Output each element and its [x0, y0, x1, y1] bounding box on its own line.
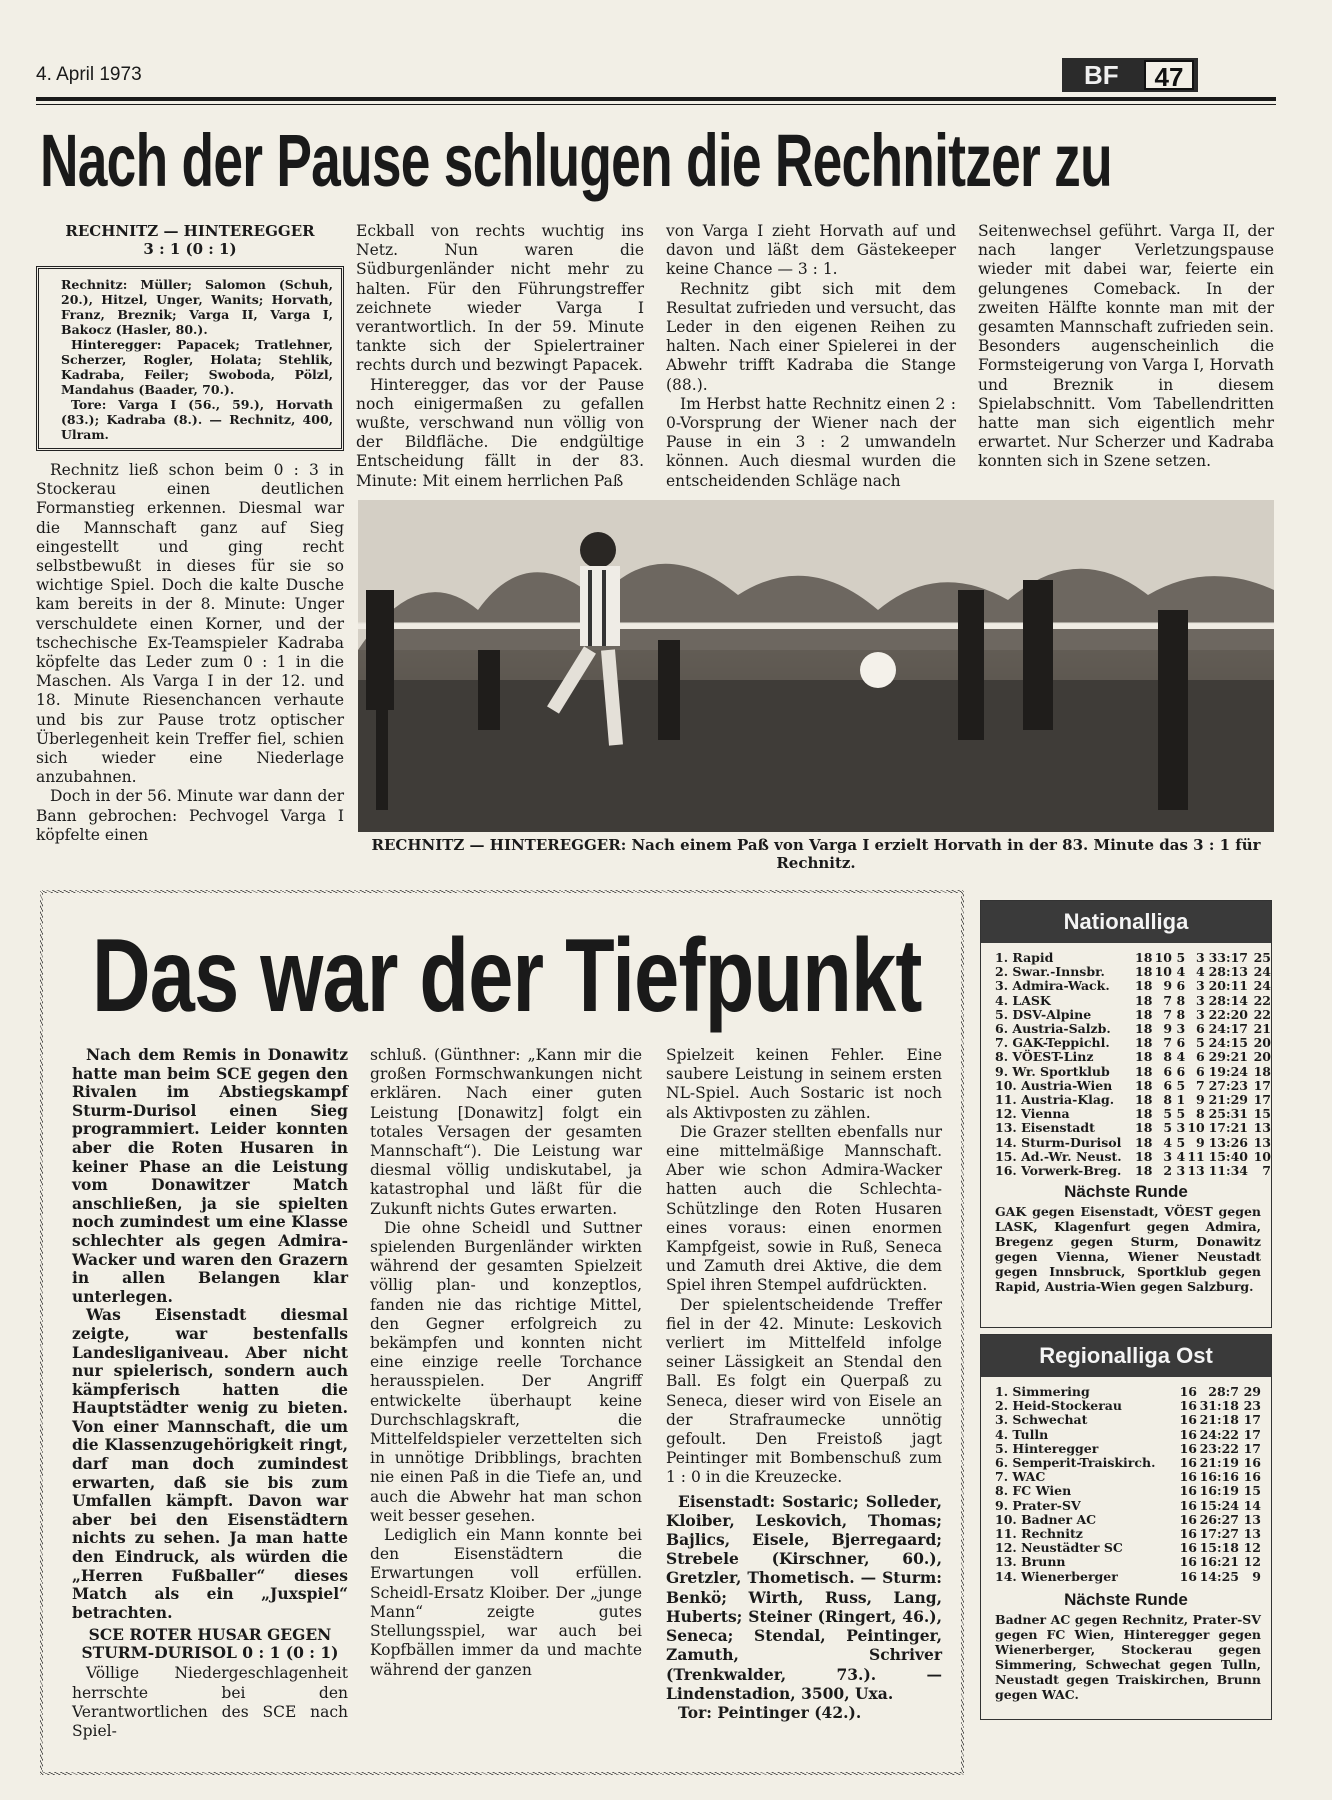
standings-value: 16: [1179, 1469, 1197, 1485]
standings-value: 13: [1243, 1511, 1261, 1527]
article2-paragraph: schluß. (Günthner: „Kann mir die großen Formschwankungen nicht erklären. Nach einer guten Leistung [Donawitz] folgt ein totales Versagen der gesamten Mannschaft“). Die Leistung war diesmal völlig undiskutabel, ja katastrophal und läßt für die Zukunft nichts Gutes erwarten.: [370, 1046, 642, 1218]
regionalliga-title: Regionalliga Ost: [981, 1335, 1271, 1377]
standings-value: 20: [1253, 1049, 1271, 1065]
standings-value: 5: [1163, 1106, 1173, 1122]
standings-value: 8: [1196, 1106, 1205, 1122]
standings-value: 13: [1253, 1134, 1271, 1150]
standings-value: 15:40: [1208, 1148, 1248, 1164]
match-score: 3 : 1 (0 : 1): [143, 240, 237, 258]
standings-value: 3: [1196, 950, 1205, 965]
standings-value: 16: [1179, 1554, 1197, 1570]
standings-value: 4: [1176, 1148, 1186, 1164]
article2-col1: [72, 1046, 348, 1741]
lineup-away: Hinteregger: Papacek; Tratlehner, Scherzer, Rogler, Holata; Stehlik, Kadraba, Feiler; Swoboda, Pölzl, Mandahus (Baader, 70.).: [61, 337, 333, 397]
standings-value: 21:19: [1199, 1455, 1239, 1471]
standings-value: 8: [1176, 992, 1186, 1008]
standings-value: 3: [1196, 978, 1205, 994]
standings-value: 8: [1176, 1006, 1186, 1022]
team-name: 10. Austria-Wien: [995, 1077, 1113, 1093]
standings-value: 18: [1135, 978, 1153, 994]
standings-value: 3: [1176, 1120, 1186, 1136]
standings-value: 21:29: [1208, 1092, 1248, 1108]
article1-paragraph: Doch in der 56. Minute war dann der Bann gebrochen: Pechvogel Varga I köpfelte einen: [36, 787, 344, 844]
standings-value: 18: [1135, 1092, 1153, 1108]
team-name: 10. Badner AC: [995, 1511, 1097, 1527]
article2-col2: [370, 1046, 642, 1680]
standings-row: [995, 1022, 1271, 1036]
standings-row: [995, 1555, 1261, 1569]
standings-value: 5: [1176, 1106, 1186, 1122]
standings-value: 1: [1176, 1092, 1186, 1108]
article1-col4: [978, 222, 1274, 472]
team-name: 1. Simmering: [995, 1384, 1090, 1399]
standings-value: 27:23: [1208, 1077, 1248, 1093]
page-number: 47: [1144, 60, 1194, 90]
standings-value: 29:21: [1208, 1049, 1248, 1065]
standings-value: 23:22: [1199, 1440, 1239, 1456]
nationalliga-next-text: GAK gegen Eisenstadt, VÖEST gegen LASK, Klagenfurt gegen Admira, Bregenz gegen Sturm, Donawitz gegen Vienna, Wiener Neustadt gegen Innsbruck, Sportklub gegen Rapid, Austria-Wien gegen Salzburg.: [995, 1204, 1261, 1295]
team-name: 3. Schwechat: [995, 1412, 1088, 1428]
article1-paragraph: Rechnitz ließ schon beim 0 : 3 in Stockerau einen deutlichen Formanstieg erkennen. Diesmal war die Mannschaft ganz auf Sieg eingestellt und ging recht selbstbewußt in dieses für sie so wichtige Spiel. Doch die kalte Dusche kam bereits in der 8. Minute: Unger verschuldete einen Korner, und der tschechische Ex-Teamspieler Kadraba köpfelte das Leder zum 0 : 1 in die Maschen. Als Varga I in der 12. und 18. Minute Riesenchancen verhaute und bis zur Pause trotz optischer Überlegenheit kein Treffer fiel, schien sich wieder eine Niederlage anzubahnen.: [36, 461, 344, 787]
standings-value: 13: [1187, 1163, 1205, 1179]
standings-value: 2: [1163, 1163, 1173, 1179]
standings-value: 4: [1163, 1134, 1173, 1150]
standings-value: 12: [1243, 1540, 1261, 1556]
standings-value: 6: [1176, 978, 1186, 994]
team-name: 14. Sturm-Durisol: [995, 1134, 1122, 1150]
standings-value: 17: [1243, 1412, 1261, 1428]
standings-value: 7: [1163, 1006, 1173, 1022]
goals: Tore: Varga I (56., 59.), Horvath (83.); Kadraba (8.). — Rechnitz, 400, Ulram.: [61, 397, 333, 442]
standings-value: 16: [1179, 1540, 1197, 1556]
standings-value: 6: [1196, 1063, 1205, 1079]
standings-value: 13: [1243, 1526, 1261, 1542]
standings-value: 6: [1176, 1063, 1186, 1079]
standings-value: 18: [1253, 1063, 1271, 1079]
photo-caption: [358, 836, 1274, 872]
standings-value: 18: [1135, 1049, 1153, 1065]
article2-headline: Das war der Tiefpunkt: [92, 918, 922, 1034]
standings-value: 9: [1163, 1021, 1173, 1037]
standings-value: 10: [1187, 1120, 1205, 1136]
standings-row: [995, 1050, 1271, 1064]
regionalliga-table: [995, 1385, 1261, 1584]
standings-value: 18: [1135, 1134, 1153, 1150]
standings-value: 24: [1253, 978, 1271, 994]
team-name: 5. Hinteregger: [995, 1440, 1099, 1456]
article1-col2: [356, 222, 644, 491]
standings-value: 3: [1176, 1021, 1186, 1037]
standings-value: 4: [1176, 1049, 1186, 1065]
standings-value: 6: [1196, 1021, 1205, 1037]
standings-value: 26:27: [1199, 1511, 1239, 1527]
standings-value: 12: [1243, 1554, 1261, 1570]
standings-value: 15:18: [1199, 1540, 1239, 1556]
team-name: 4. Tulln: [995, 1426, 1049, 1442]
team-name: 2. Swar.-Innsbr.: [995, 964, 1105, 980]
team-name: 11. Austria-Klag.: [995, 1092, 1115, 1108]
article2-match-title: SCE ROTER HUSAR GEGEN STURM-DURISOL 0 : 1 (0 : 1): [81, 1625, 339, 1663]
article2-paragraph: Nach dem Remis in Donawitz hatte man beim SCE gegen den Rivalen im Abstiegskampf Sturm-Durisol einen Sieg programmiert. Leider konnten aber die Roten Husaren in keiner Phase an die Leistung vom Donawitzer Match anschließen, ja sie spielten noch zumindest um eine Klasse schlechter als gegen Admira-Wacker und waren den Grazern in allen Belangen klar unterlegen.: [72, 1045, 348, 1306]
standings-value: 9: [1196, 1134, 1205, 1150]
standings-row: [995, 979, 1271, 993]
standings-value: 16: [1179, 1483, 1197, 1499]
standings-row: [995, 1428, 1261, 1442]
article1-paragraph: Rechnitz gibt sich mit dem Resultat zufrieden und versucht, das Leder in den eigenen Reihen zu halten. Nach einer Spielerei in der Abwehr trifft Kadraba die Stange (88.).: [666, 279, 956, 394]
standings-value: 13: [1253, 1120, 1271, 1136]
standings-row: [995, 965, 1271, 979]
article2-paragraph: Was Eisenstadt diesmal zeigte, war bestenfalls Landesliganiveau. Aber nicht nur spielerisch, sondern auch kämpferisch hatten die Hauptstädter wenig zu bieten. Von einer Mannschaft, die um die Klassenzugehörigkeit ringt, darf man doch zumindest erwarten, daß sie bis zum Umfallen kämpft. Davon war aber bei den Eisenstädtern nichts zu sehen. Ja man hatte den Eindruck, als würden die „Herren Fußballer“ dieses Match als ein „Juxspiel“ betrachten.: [72, 1305, 348, 1622]
standings-row: [995, 1121, 1271, 1135]
standings-row: [995, 1136, 1271, 1150]
standings-row: [995, 1385, 1261, 1399]
team-name: 12. Vienna: [995, 1106, 1070, 1122]
standings-value: 31:18: [1199, 1398, 1239, 1414]
standings-value: 16:21: [1199, 1554, 1239, 1570]
standings-value: 18: [1135, 1120, 1153, 1136]
standings-value: 20: [1253, 1035, 1271, 1051]
article2-paragraph: Die ohne Scheidl und Suttner spielenden Burgenländer wirkten während der gesamten Spielzeit völlig plan- und konzeptlos, fanden nie das richtige Mittel, den Gegner erfolgreich zu bekämpfen und konnten nicht eine einzige reelle Torchance herausspielen. Der Angriff entwickelte überhaupt keine Durchschlagskraft, die Mittelfeldspieler verzettelten sich in unnötige Dribblings, brachten nie einen Paß in die Tiefe an, und auch die Abwehr hat man schon weit besser gesehen.: [370, 1218, 642, 1525]
standings-value: 17: [1243, 1440, 1261, 1456]
standings-value: 18: [1135, 1035, 1153, 1051]
standings-value: 21: [1253, 1021, 1271, 1037]
standings-value: 4: [1176, 964, 1186, 980]
team-name: 13. Eisenstadt: [995, 1120, 1095, 1136]
standings-value: 9: [1196, 1092, 1205, 1108]
section-label: BF: [1084, 60, 1119, 90]
standings-row: [995, 1079, 1271, 1093]
standings-value: 24:22: [1199, 1426, 1239, 1442]
article1-col3: [666, 222, 956, 491]
standings-value: 18: [1135, 950, 1153, 965]
standings-value: 16: [1243, 1455, 1261, 1471]
team-name: 16. Vorwerk-Breg.: [995, 1163, 1122, 1179]
standings-value: 8: [1163, 1049, 1173, 1065]
standings-value: 6: [1163, 1063, 1173, 1079]
team-name: 12. Neustädter SC: [995, 1540, 1123, 1556]
standings-value: 4: [1196, 964, 1205, 980]
team-name: 14. Wienerberger: [995, 1568, 1118, 1584]
article1-paragraph: Seitenwechsel geführt. Varga II, der nach langer Verletzungspause wieder mit dabei war, feierte ein gelungenes Comeback. In der zweiten Hälfte konnte man mit der gesamten Mannschaft zufrieden sein. Besonders augenscheinlich die Formsteigerung von Varga I, Horvath und Breznik in diesem Spielabschnitt. Vom Tabellendritten hatte man sich eigentlich mehr erwartet. Nur Scherzer und Kadraba konnten sich in Szene setzen.: [978, 222, 1274, 471]
team-name: 9. Prater-SV: [995, 1497, 1081, 1513]
team-name: 6. Semperit-Traiskirch.: [995, 1455, 1156, 1471]
standings-value: 14: [1243, 1497, 1261, 1513]
standings-value: 10: [1253, 1148, 1271, 1164]
standings-value: 15: [1253, 1106, 1271, 1122]
regionalliga-next-title: Nächste Runde: [1064, 1589, 1188, 1609]
standings-value: 18: [1135, 1106, 1153, 1122]
standings-value: 33:17: [1208, 950, 1248, 965]
standings-value: 16: [1179, 1440, 1197, 1456]
standings-value: 19:24: [1208, 1063, 1248, 1079]
standings-row: [995, 1107, 1271, 1121]
standings-value: 18: [1135, 1021, 1153, 1037]
standings-value: 16: [1243, 1469, 1261, 1485]
standings-value: 16: [1179, 1455, 1197, 1471]
standings-value: 3: [1196, 992, 1205, 1008]
standings-row: [995, 1150, 1271, 1164]
standings-row: [995, 1527, 1261, 1541]
standings-value: 7: [1163, 992, 1173, 1008]
standings-value: 18: [1135, 1163, 1153, 1179]
standings-value: 20:11: [1208, 978, 1248, 994]
standings-row: [995, 1499, 1261, 1513]
team-name: 8. FC Wien: [995, 1483, 1072, 1499]
standings-row: [995, 1442, 1261, 1456]
standings-value: 6: [1163, 1077, 1173, 1093]
standings-value: 28:14: [1208, 992, 1248, 1008]
standings-value: 29: [1243, 1384, 1261, 1399]
nationalliga-title: Nationalliga: [981, 901, 1271, 943]
standings-value: 11:34: [1208, 1163, 1248, 1179]
standings-value: 28:7: [1208, 1384, 1239, 1399]
standings-value: 5: [1163, 1120, 1173, 1136]
standings-value: 16: [1179, 1497, 1197, 1513]
team-name: 1. Rapid: [995, 950, 1054, 965]
standings-value: 25:31: [1208, 1106, 1248, 1122]
lineup-box: [36, 266, 344, 451]
article2-paragraph: Die Grazer stellten ebenfalls nur eine mittelmäßige Mannschaft. Aber wie schon Admira-Wacker hatten auch die Schlechta-Schützlinge den Roten Husaren eines voraus: einen enormen Kampfgeist, sowie in Ruß, Seneca und Zamuth drei Aktive, die dem Spiel ihren Stempel aufdrückten.: [666, 1122, 942, 1295]
match-title: RECHNITZ — HINTEREGGER: [65, 222, 315, 240]
article2-lineup: Eisenstadt: Sostaric; Solleder, Kloiber, Leskovich, Thomas; Bajlics, Eisele, Bjerregaard; Strebele (Kirschner, 60.), Gretzler, Thometisch. — Sturm: Benkö; Wirth, Russ, Lang, Huberts; Steiner (Ringert, 46.), Seneca; Stendal, Peintinger, Zamuth, Schriver (Trenkwalder, 73.). — Lindenstadion, 3500, Uxa.: [666, 1491, 942, 1703]
standings-value: 18: [1135, 1006, 1153, 1022]
nationalliga-next-title: Nächste Runde: [1064, 1182, 1188, 1202]
standings-value: 11: [1187, 1148, 1205, 1164]
article2-goal: Tor: Peintinger (42.).: [678, 1702, 862, 1722]
standings-row: [995, 1456, 1261, 1470]
standings-value: 5: [1176, 1077, 1186, 1093]
article1-paragraph: Hinteregger, das vor der Pause noch einigermaßen zu gefallen wußte, verschwand nun völlig von der Bildfläche. Die endgültige Entscheidung fällt in der 83. Minute: Mit einem herrlichen Paß: [356, 375, 644, 490]
standings-value: 8: [1163, 1092, 1173, 1108]
standings-value: 18: [1135, 964, 1153, 980]
match-photo: [358, 500, 1274, 832]
standings-value: 18: [1135, 1063, 1153, 1079]
standings-value: 24:15: [1208, 1035, 1248, 1051]
standings-value: 28:13: [1208, 964, 1248, 980]
standings-row: [995, 1093, 1271, 1107]
team-name: 13. Brunn: [995, 1554, 1066, 1570]
standings-value: 6: [1176, 1035, 1186, 1051]
standings-value: 22: [1253, 992, 1271, 1008]
standings-value: 22: [1253, 1006, 1271, 1022]
article1-col1: [36, 222, 344, 845]
article2-col3: [666, 1046, 942, 1722]
standings-row: [995, 1513, 1261, 1527]
team-name: 2. Heid-Stockerau: [995, 1398, 1122, 1414]
standings-value: 25: [1253, 950, 1271, 965]
standings-value: 16: [1179, 1426, 1197, 1442]
standings-value: 3: [1196, 1006, 1205, 1022]
standings-value: 24:17: [1208, 1021, 1248, 1037]
standings-value: 10: [1154, 950, 1173, 965]
team-name: 7. GAK-Teppichl.: [995, 1035, 1110, 1051]
article2-paragraph: Völlige Niedergeschlagenheit herrschte bei den Verantwortlichen des SCE nach Spiel-: [72, 1664, 348, 1741]
standings-value: 18: [1135, 1077, 1153, 1093]
issue-date: 4. April 1973: [36, 64, 142, 85]
standings-value: 16: [1179, 1526, 1197, 1542]
article2-paragraph: Lediglich ein Mann konnte bei den Eisenstädtern die Erwartungen voll erfüllen. Scheidl-Ersatz Kloiber. Der „junge Mann“ zeigte gutes Stellungsspiel, war auch bei Kopfbällen immer da und machte während der ganzen: [370, 1526, 642, 1679]
team-name: 4. LASK: [995, 992, 1051, 1008]
standings-value: 9: [1252, 1568, 1261, 1584]
standings-value: 16: [1179, 1398, 1197, 1414]
team-name: 3. Admira-Wack.: [995, 978, 1110, 994]
standings-value: 17:21: [1208, 1120, 1248, 1136]
header-rule: [36, 97, 1276, 101]
regionalliga-box: [980, 1334, 1272, 1720]
photo-scene: [358, 500, 1274, 832]
nationalliga-table: [995, 951, 1271, 1178]
standings-value: 13:26: [1208, 1134, 1248, 1150]
standings-value: 3: [1163, 1148, 1173, 1164]
photo-caption-lead: RECHNITZ — HINTEREGGER:: [371, 836, 627, 854]
standings-value: 17: [1253, 1077, 1271, 1093]
standings-value: 5: [1176, 950, 1186, 965]
standings-row: [995, 1541, 1261, 1555]
standings-value: 22:20: [1208, 1006, 1248, 1022]
nationalliga-box: [980, 900, 1272, 1328]
standings-value: 24: [1253, 964, 1271, 980]
standings-value: 17: [1253, 1092, 1271, 1108]
standings-value: 17: [1243, 1426, 1261, 1442]
standings-value: 7: [1163, 1035, 1173, 1051]
standings-value: 16: [1179, 1412, 1197, 1428]
team-name: 5. DSV-Alpine: [995, 1006, 1092, 1022]
photo-caption-text: Nach einem Paß von Varga I erzielt Horvath in der 83. Minute das 3 : 1 für Rechnitz.: [631, 836, 1261, 872]
standings-value: 18: [1135, 1148, 1153, 1164]
standings-row: [995, 951, 1271, 965]
standings-value: 17:27: [1199, 1526, 1239, 1542]
standings-row: [995, 1470, 1261, 1484]
team-name: 6. Austria-Salzb.: [995, 1021, 1111, 1037]
standings-row: [995, 1484, 1261, 1498]
standings-value: 18: [1135, 992, 1153, 1008]
standings-value: 7: [1262, 1163, 1271, 1179]
standings-value: 16: [1179, 1511, 1197, 1527]
standings-row: [995, 1008, 1271, 1022]
standings-row: [995, 1413, 1261, 1427]
article2-paragraph: Der spielentscheidende Treffer fiel in der 42. Minute: Leskovich verliert im Mittelfeld infolge seiner Lässigkeit an Stendal den Ball. Es folgt ein Querpaß zu Seneca, dieser wird von Eisele an der Strafraumecke unnötig gefoult. Den Freistoß jagt Peintinger mit Bombenschuß zum 1 : 0 in die Kreuzecke.: [666, 1295, 942, 1487]
team-name: 11. Rechnitz: [995, 1526, 1083, 1542]
article2-paragraph: Spielzeit keinen Fehler. Eine saubere Leistung in seinem ersten NL-Spiel. Auch Sostaric ist noch als Aktivposten zu zählen.: [666, 1046, 942, 1122]
article1-paragraph: von Varga I zieht Horvath auf und davon und läßt dem Gästekeeper keine Chance — 3 : 1.: [666, 222, 956, 279]
regionalliga-next-text: Badner AC gegen Rechnitz, Prater-SV gegen FC Wien, Hinteregger gegen Wienerberger, Stockerau gegen Simmering, Schwechat gegen Tulln, Neustadt gegen Traiskirchen, Brunn gegen WAC.: [995, 1611, 1261, 1702]
standings-row: [995, 1399, 1261, 1413]
header-rule-thin: [36, 104, 1276, 105]
standings-row: [995, 994, 1271, 1008]
team-name: 7. WAC: [995, 1469, 1046, 1485]
section-tab: [1062, 58, 1198, 92]
team-name: 9. Wr. Sportklub: [995, 1063, 1110, 1079]
standings-value: 16: [1179, 1568, 1197, 1584]
standings-value: 10: [1154, 964, 1173, 980]
standings-value: 23: [1243, 1398, 1261, 1414]
article1-headline: Nach der Pause schlugen die Rechnitzer zu: [40, 119, 1112, 202]
article1-paragraph: Eckball von rechts wuchtig ins Netz. Nun waren die Südburgenländer nicht mehr zu halten. Für den Führungstreffer zeichnete wieder Varga I verantwortlich. In der 59. Minute tankte sich der Spielertrainer rechts durch und bezwingt Papacek.: [356, 222, 644, 375]
standings-value: 15:24: [1199, 1497, 1239, 1513]
standings-value: 21:18: [1199, 1412, 1239, 1428]
standings-value: 15: [1243, 1483, 1261, 1499]
team-name: 8. VÖEST-Linz: [995, 1049, 1094, 1065]
article1-paragraph: Im Herbst hatte Rechnitz einen 2 : 0-Vorsprung der Wiener nach der Pause in ein 3 : 2 umwandeln können. Auch diesmal wurden die entscheidenden Schläge nach: [666, 394, 956, 490]
standings-value: 5: [1196, 1035, 1205, 1051]
standings-value: 16:16: [1199, 1469, 1239, 1485]
standings-value: 6: [1196, 1049, 1205, 1065]
standings-value: 5: [1176, 1134, 1186, 1150]
standings-value: 7: [1196, 1077, 1205, 1093]
standings-value: 14:25: [1199, 1568, 1239, 1584]
standings-row: [995, 1164, 1271, 1178]
standings-value: 16: [1179, 1384, 1197, 1399]
standings-row: [995, 1065, 1271, 1079]
team-name: 15. Ad.-Wr. Neust.: [995, 1148, 1122, 1164]
standings-value: 9: [1163, 978, 1173, 994]
standings-row: [995, 1570, 1261, 1584]
standings-value: 3: [1176, 1163, 1186, 1179]
lineup-home: Rechnitz: Müller; Salomon (Schuh, 20.), Hitzel, Unger, Wanits; Horvath, Franz, Breznik; Varga II, Varga I, Bakocz (Hasler, 80.).: [61, 277, 333, 337]
standings-value: 16:19: [1199, 1483, 1239, 1499]
